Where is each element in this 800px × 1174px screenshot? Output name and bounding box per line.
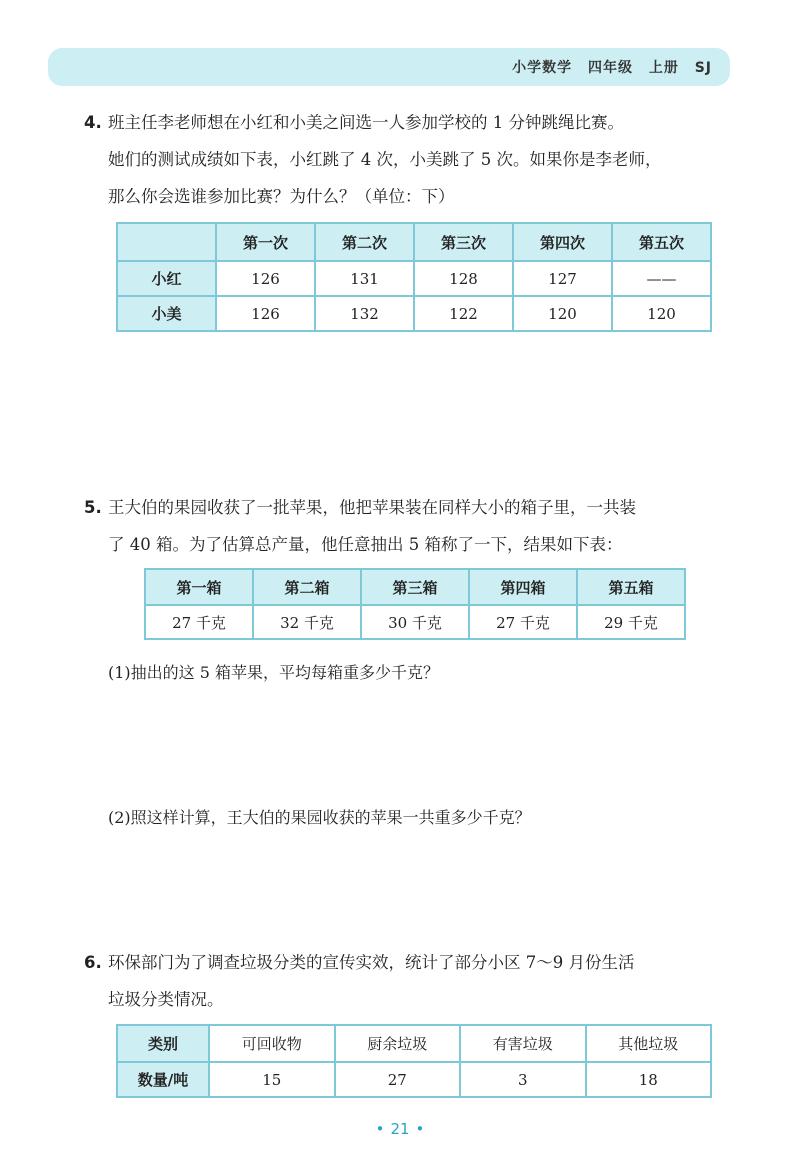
question-line: 班主任李老师想在小红和小美之间选一人参加学校的 1 分钟跳绳比赛。: [108, 113, 624, 132]
table-header-cell: 第二次: [315, 223, 414, 261]
question-5: [84, 489, 636, 563]
table-header-cell: 其他垃圾: [586, 1025, 712, 1062]
q5-weight-table: [144, 568, 686, 640]
page-number: [0, 1120, 800, 1138]
row-label: 小美: [117, 296, 216, 331]
table-cell: 120: [513, 296, 612, 331]
row-label: 小红: [117, 261, 216, 296]
q5-subquestion-2: (2)照这样计算，王大伯的果园收获的苹果一共重多少千克？: [108, 808, 531, 827]
header-volume: 上册: [648, 60, 679, 76]
table-header-cell: 第一次: [216, 223, 315, 261]
header-band: [48, 48, 730, 86]
table-cell: 128: [414, 261, 513, 296]
table-cell: 127: [513, 261, 612, 296]
table-cell: 131: [315, 261, 414, 296]
table-cell: 15: [209, 1062, 335, 1097]
table-cell: 27: [335, 1062, 461, 1097]
table-header-cell: [117, 223, 216, 261]
question-4: [84, 104, 661, 215]
q6-garbage-table: [116, 1024, 712, 1098]
dot-icon: •: [375, 1120, 385, 1138]
question-line: 环保部门为了调查垃圾分类的宣传实效，统计了部分小区 7～9 月份生活: [108, 953, 635, 972]
table-header-cell: 第三箱: [361, 569, 469, 605]
table-header-cell: 类别: [117, 1025, 209, 1062]
table-cell: 3: [460, 1062, 586, 1097]
header-subject: 小学数学: [512, 60, 573, 76]
q5-subquestion-1: (1)抽出的这 5 箱苹果，平均每箱重多少千克？: [108, 663, 440, 682]
table-cell: 30 千克: [361, 605, 469, 639]
table-header-cell: 第二箱: [253, 569, 361, 605]
table-header-cell: 厨余垃圾: [335, 1025, 461, 1062]
table-row: [117, 261, 711, 296]
table-row: [117, 1062, 711, 1097]
question-number: 5.: [84, 498, 102, 517]
header-edition: SJ: [694, 60, 712, 76]
page-number-value: 21: [390, 1120, 410, 1138]
table-cell: 27 千克: [469, 605, 577, 639]
table-cell: 29 千克: [577, 605, 685, 639]
table-cell: 132: [315, 296, 414, 331]
table-cell: 126: [216, 261, 315, 296]
row-label: 数量/吨: [117, 1062, 209, 1097]
header-text: [502, 57, 712, 77]
table-header-cell: 第一箱: [145, 569, 253, 605]
question-line: 那么你会选谁参加比赛？为什么？（单位：下）: [108, 187, 455, 206]
question-line: 了 40 箱。为了估算总产量，他任意抽出 5 箱称了一下，结果如下表：: [108, 535, 623, 554]
table-cell: 32 千克: [253, 605, 361, 639]
table-cell: 27 千克: [145, 605, 253, 639]
table-header-cell: 第四箱: [469, 569, 577, 605]
q4-score-table: [116, 222, 712, 332]
table-cell: 122: [414, 296, 513, 331]
table-header-cell: 第三次: [414, 223, 513, 261]
table-header-cell: 第五次: [612, 223, 711, 261]
table-cell: ——: [612, 261, 711, 296]
table-row: [117, 296, 711, 331]
question-number: 6.: [84, 953, 102, 972]
table-header-cell: 第四次: [513, 223, 612, 261]
question-line: 王大伯的果园收获了一批苹果，他把苹果装在同样大小的箱子里，一共装: [108, 498, 636, 517]
table-header-cell: 第五箱: [577, 569, 685, 605]
question-6: [84, 944, 635, 1018]
question-number: 4.: [84, 113, 102, 132]
table-row: [145, 605, 685, 639]
question-line: 垃圾分类情况。: [108, 990, 224, 1009]
table-header-cell: 可回收物: [209, 1025, 335, 1062]
table-cell: 126: [216, 296, 315, 331]
table-cell: 120: [612, 296, 711, 331]
table-header-cell: 有害垃圾: [460, 1025, 586, 1062]
table-cell: 18: [586, 1062, 712, 1097]
dot-icon: •: [415, 1120, 425, 1138]
question-line: 她们的测试成绩如下表，小红跳了 4 次，小美跳了 5 次。如果你是李老师，: [108, 150, 662, 169]
header-grade: 四年级: [587, 60, 633, 76]
